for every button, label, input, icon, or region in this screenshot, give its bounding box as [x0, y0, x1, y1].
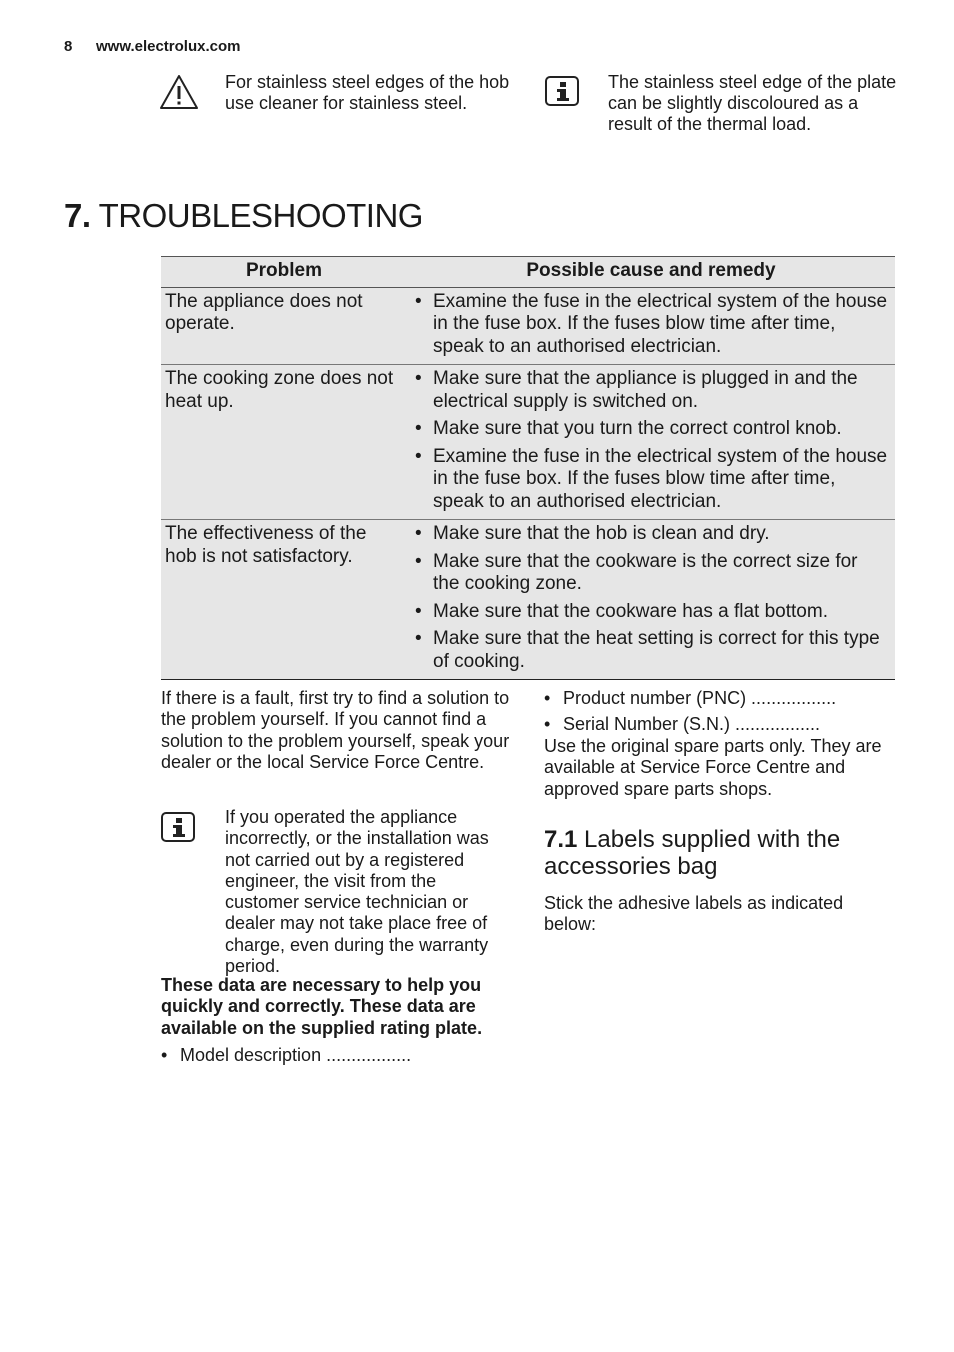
- remedy-item: • Examine the fuse in the electrical system of the house in the fuse box. If the fuses blow time after time, speak to an authorised electrician.: [411, 291, 889, 359]
- section-title: [64, 196, 423, 236]
- rating-plate-paragraph: These data are necessary to help you quickly and correctly. These data are available on the supplied rating plate.: [161, 975, 483, 1038]
- remedy-list: [411, 368, 889, 513]
- stainless-steel-info-note: The stainless steel edge of the plate can be slightly discoloured as a result of the thermal load.: [608, 72, 897, 134]
- remedy-list: [411, 291, 889, 359]
- remedy-item: • Make sure that the cookware has a flat bottom.: [411, 601, 889, 624]
- remedy-item: • Make sure that the appliance is plugged in and the electrical supply is switched on.: [411, 368, 889, 413]
- stainless-steel-warning-note: For stainless steel edges of the hob use cleaner for stainless steel.: [225, 72, 510, 113]
- info-icon: [545, 76, 579, 106]
- spare-parts-paragraph: Use the original spare parts only. They are available at Service Force Centre and approved spare parts shops.: [544, 736, 882, 799]
- column-header-problem: Problem: [161, 257, 407, 288]
- section-number: 7.: [64, 197, 91, 234]
- warning-triangle-icon: [159, 74, 199, 110]
- list-item-serial-number: • Serial Number (S.N.) .................: [544, 714, 821, 734]
- remedy-item: • Examine the fuse in the electrical system of the house in the fuse box. If the fuses blow time after time, speak to an authorised electrician.: [411, 446, 889, 514]
- serial-number-label: Serial Number (S.N.) .................: [563, 714, 821, 734]
- subsection-title: [544, 826, 884, 880]
- website-url: www.electrolux.com: [96, 38, 241, 55]
- info-icon: [161, 812, 195, 842]
- problem-cell: The cooking zone does not heat up.: [161, 365, 407, 520]
- list-item-product-number: • Product number (PNC) .................: [544, 688, 837, 708]
- product-number-label: Product number (PNC) .................: [563, 688, 837, 708]
- warranty-info-note: If you operated the appliance incorrectly, or the installation was not carried out by a registered engineer, the visit from the customer service technician or dealer may not take place free of charge, even during the warranty period.: [225, 807, 489, 977]
- labels-instruction: Stick the adhesive labels as indicated below:: [544, 893, 844, 935]
- fault-intro-paragraph: If there is a fault, first try to find a solution to the problem yourself. If you cannot find a solution to the problem yourself, speak your dealer or the local Service Force Centre.: [161, 688, 510, 772]
- page-number: 8: [64, 38, 73, 55]
- remedy-cell: [407, 520, 895, 680]
- subsection-number: 7.1: [544, 826, 578, 853]
- table-row: [161, 520, 895, 680]
- remedy-item: • Make sure that the cookware is the correct size for the cooking zone.: [411, 551, 889, 596]
- remedy-item: • Make sure that the heat setting is correct for this type of cooking.: [411, 628, 889, 673]
- model-description-label: Model description .................: [180, 1045, 412, 1065]
- problem-cell: The appliance does not operate.: [161, 287, 407, 365]
- table-row: [161, 365, 895, 520]
- section-title-text: TROUBLESHOOTING: [98, 197, 423, 234]
- remedy-list: [411, 523, 889, 673]
- remedy-cell: [407, 365, 895, 520]
- remedy-item: • Make sure that the hob is clean and dry.: [411, 523, 889, 546]
- remedy-item: • Make sure that you turn the correct control knob.: [411, 418, 889, 441]
- column-header-remedy: Possible cause and remedy: [407, 257, 895, 288]
- table-header-row: [161, 257, 895, 288]
- troubleshooting-table: [161, 256, 895, 680]
- list-item-model-description: • Model description .................: [161, 1045, 412, 1065]
- table-row: [161, 287, 895, 365]
- problem-cell: The effectiveness of the hob is not satisfactory.: [161, 520, 407, 680]
- subsection-title-text: Labels supplied with the accessories bag: [544, 826, 841, 880]
- remedy-cell: [407, 287, 895, 365]
